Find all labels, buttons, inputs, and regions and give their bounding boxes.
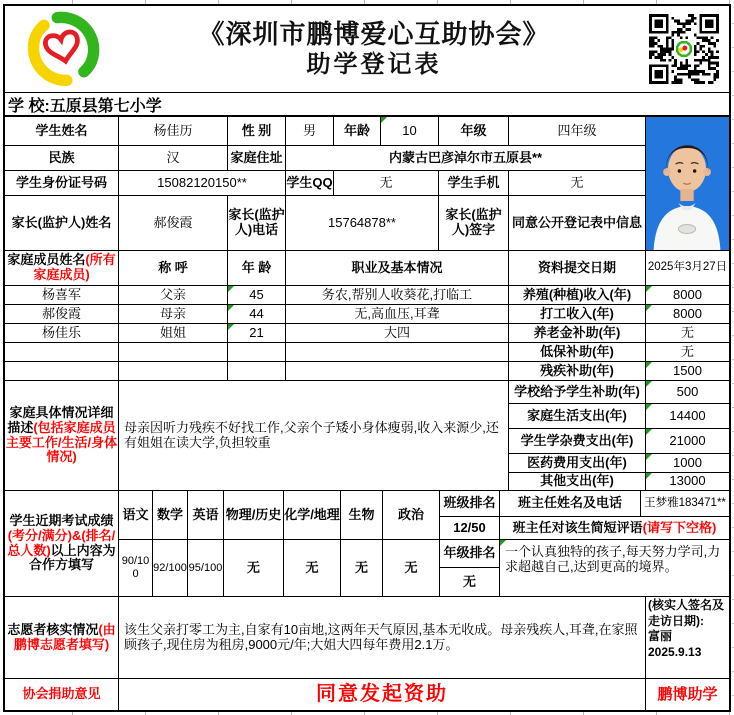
exam-section <box>5 491 729 596</box>
member-name <box>5 343 118 361</box>
verifier-label: (核实人签名及走访日期): <box>648 598 724 628</box>
volunteer-section-label: 志愿者核实情况(由鹏博志愿者填写) <box>5 597 118 678</box>
member-name <box>5 362 118 380</box>
member-relation: 姐姐 <box>119 324 227 342</box>
gender-label: 性 别 <box>228 117 285 145</box>
student-phone-label: 学生手机 <box>439 171 508 195</box>
grade-rank-label: 年级排名 <box>440 540 499 567</box>
student-qq-label: 学生QQ <box>286 171 333 195</box>
finance-label: 打工收入(年) <box>509 305 645 323</box>
member-age: 45 <box>228 286 285 304</box>
address-value: 内蒙古巴彦淖尔市五原县** <box>286 146 645 170</box>
expense-label: 家庭生活支出(年) <box>509 404 645 428</box>
cell-note-flag <box>646 404 652 410</box>
occupation-header: 职业及基本情况 <box>286 251 508 285</box>
teacher-contact-value: 王梦雅183471** <box>641 491 729 516</box>
family-detail-description: 母亲因听力残疾不好找工作,父亲个子矮小身体瘦弱,收入来源少,还有姐姐在读大学,负担较重 <box>119 381 508 490</box>
finance-label: 低保补助(年) <box>509 343 645 361</box>
cell-note-flag <box>646 362 652 368</box>
member-relation: 父亲 <box>119 286 227 304</box>
finance-value: 8000 <box>646 305 729 323</box>
cell-note-flag <box>228 324 234 330</box>
cell-note-flag <box>228 305 234 311</box>
student-id-value: 15082120150** <box>119 171 285 195</box>
guardian-name-label: 家长(监护人)姓名 <box>5 196 118 250</box>
qr-code <box>647 12 721 86</box>
school-row <box>5 92 729 117</box>
finance-value: 8000 <box>646 286 729 304</box>
form-grid <box>5 117 729 710</box>
member-occupation <box>286 343 508 361</box>
finance-value: 1500 <box>646 362 729 380</box>
subject-score: 95/100 <box>188 540 223 596</box>
student-qq-value: 无 <box>334 171 438 195</box>
association-opinion-label: 协会捐助意见 <box>5 679 118 710</box>
exam-section-label: 学生近期考试成绩(考分/满分)&(排名/总人数)以上内容为合作方填写 <box>5 491 118 596</box>
subject-score: 无 <box>224 540 283 596</box>
volunteer-verification-text: 该生父亲打零工为主,自家有10亩地,这两年天气原因,基本无收成。母亲残疾人,耳聋,在家照顾孩子,现住房为租房,9000元/年;大姐大四每年费用2.1万。 <box>119 597 645 678</box>
expense-value: 14400 <box>646 404 729 428</box>
family-members-label: 家庭成员姓名(所有家庭成员) <box>5 251 118 285</box>
guardian-signature-label: 家长(监护人)签字 <box>439 196 508 250</box>
member-occupation: 大四 <box>286 324 508 342</box>
verifier-date: 2025.9.13 <box>648 644 702 659</box>
age-value: 10 <box>381 117 438 145</box>
member-relation <box>119 362 227 380</box>
qr-code-svg <box>649 14 719 84</box>
cell-note-flag <box>646 305 652 311</box>
cell-note-flag <box>646 286 652 292</box>
member-age <box>228 343 285 361</box>
guardian-name-value: 郝俊霞 <box>119 196 227 250</box>
form-title <box>101 18 647 81</box>
member-age: 21 <box>228 324 285 342</box>
expense-label: 医药费用支出(年) <box>509 454 645 472</box>
expense-label: 学生学杂费支出(年) <box>509 429 645 453</box>
member-name: 杨佳乐 <box>5 324 118 342</box>
guardian-phone-label: 家长(监护人)电话 <box>228 196 285 250</box>
member-name: 郝俊霞 <box>5 305 118 323</box>
class-rank-value: 12/50 <box>440 517 499 539</box>
subject-header: 英语 <box>188 491 223 539</box>
ethnicity-label: 民族 <box>5 146 118 170</box>
subject-header: 数学 <box>153 491 187 539</box>
student-phone-value: 无 <box>509 171 645 195</box>
grade-label: 年级 <box>439 117 508 145</box>
subject-header: 化学/地理 <box>284 491 340 539</box>
grade-value: 四年级 <box>509 117 645 145</box>
expense-value: 13000 <box>646 473 729 490</box>
teacher-comment-text: 一个认真独特的孩子,每天努力学司,力求超越自己,达到更高的境界。 <box>500 540 729 596</box>
teacher-contact-label: 班主任姓名及电话 <box>500 491 640 516</box>
teacher-comment-label: 班主任对该生简短评语(请写下空格) <box>500 517 729 539</box>
member-relation <box>119 343 227 361</box>
student-photo <box>646 117 729 250</box>
member-age: 44 <box>228 305 285 323</box>
cell-note-flag <box>646 473 652 479</box>
submit-date-value: 2025年3月27日 <box>646 251 729 285</box>
cell-note-flag <box>646 454 652 460</box>
association-org-name: 鹏博助学 <box>646 679 729 710</box>
ethnicity-value: 汉 <box>119 146 227 170</box>
subject-score: 92/100 <box>153 540 187 596</box>
subject-header: 生物 <box>341 491 382 539</box>
verifier-name: 富丽 <box>648 629 673 644</box>
member-occupation: 务农,帮别人收葵花,打临工 <box>286 286 508 304</box>
age-label: 年龄 <box>334 117 380 145</box>
subject-score: 90/100 <box>119 540 152 596</box>
cell-note-flag <box>646 429 652 435</box>
expense-label: 其他支出(年) <box>509 473 645 490</box>
association-decision: 同意发起资助 <box>119 679 645 710</box>
member-age <box>228 362 285 380</box>
cell-note-flag <box>500 540 506 546</box>
address-label: 家庭住址 <box>228 146 285 170</box>
member-age-header: 年 龄 <box>228 251 285 285</box>
subject-score: 无 <box>341 540 382 596</box>
expense-value: 500 <box>646 381 729 403</box>
finance-label: 养殖(种植)收入(年) <box>509 286 645 304</box>
form-title-line2: 助学登记表 <box>306 51 442 79</box>
finance-value: 无 <box>646 343 729 361</box>
grade-rank-value: 无 <box>440 568 499 596</box>
finance-label: 养老金补助(年) <box>509 324 645 342</box>
cell-note-flag <box>646 381 652 387</box>
member-occupation: 无,高血压,耳聋 <box>286 305 508 323</box>
expense-label: 学校给予学生补助(年) <box>509 381 645 403</box>
cell-note-flag <box>228 286 234 292</box>
charity-heart-logo-icon <box>25 11 101 87</box>
verifier-cell <box>646 597 729 678</box>
expense-value: 1000 <box>646 454 729 472</box>
gender-value: 男 <box>286 117 333 145</box>
cell-note-flag <box>381 117 387 123</box>
finance-value: 无 <box>646 324 729 342</box>
class-rank-label: 班级排名 <box>440 491 499 516</box>
student-name-label: 学生姓名 <box>5 117 118 145</box>
expense-value: 21000 <box>646 429 729 453</box>
student-id-label: 学生身份证号码 <box>5 171 118 195</box>
guardian-phone-value: 15764878** <box>286 196 438 250</box>
relation-header: 称 呼 <box>119 251 227 285</box>
subject-header: 语文 <box>119 491 152 539</box>
family-detail-label: 家庭具体情况详细描述(包括家庭成员主要工作/生活/身体情况) <box>5 381 118 490</box>
subject-header: 政治 <box>383 491 439 539</box>
member-name: 杨喜军 <box>5 286 118 304</box>
school-label: 学 校:五原县第七小学 <box>8 97 162 115</box>
registration-form-table <box>3 4 731 712</box>
guardian-signature-value: 同意公开登记表中信息 <box>509 196 645 250</box>
member-relation: 母亲 <box>119 305 227 323</box>
subject-header: 物理/历史 <box>224 491 283 539</box>
submit-date-label: 资料提交日期 <box>509 251 645 285</box>
student-name-value: 杨佳历 <box>119 117 227 145</box>
subject-score: 无 <box>284 540 340 596</box>
member-occupation <box>286 362 508 380</box>
form-header <box>5 6 729 92</box>
form-title-line1: 《深圳市鹏博爱心互助协会》 <box>198 18 550 49</box>
subject-score: 无 <box>383 540 439 596</box>
finance-label: 残疾补助(年) <box>509 362 645 380</box>
